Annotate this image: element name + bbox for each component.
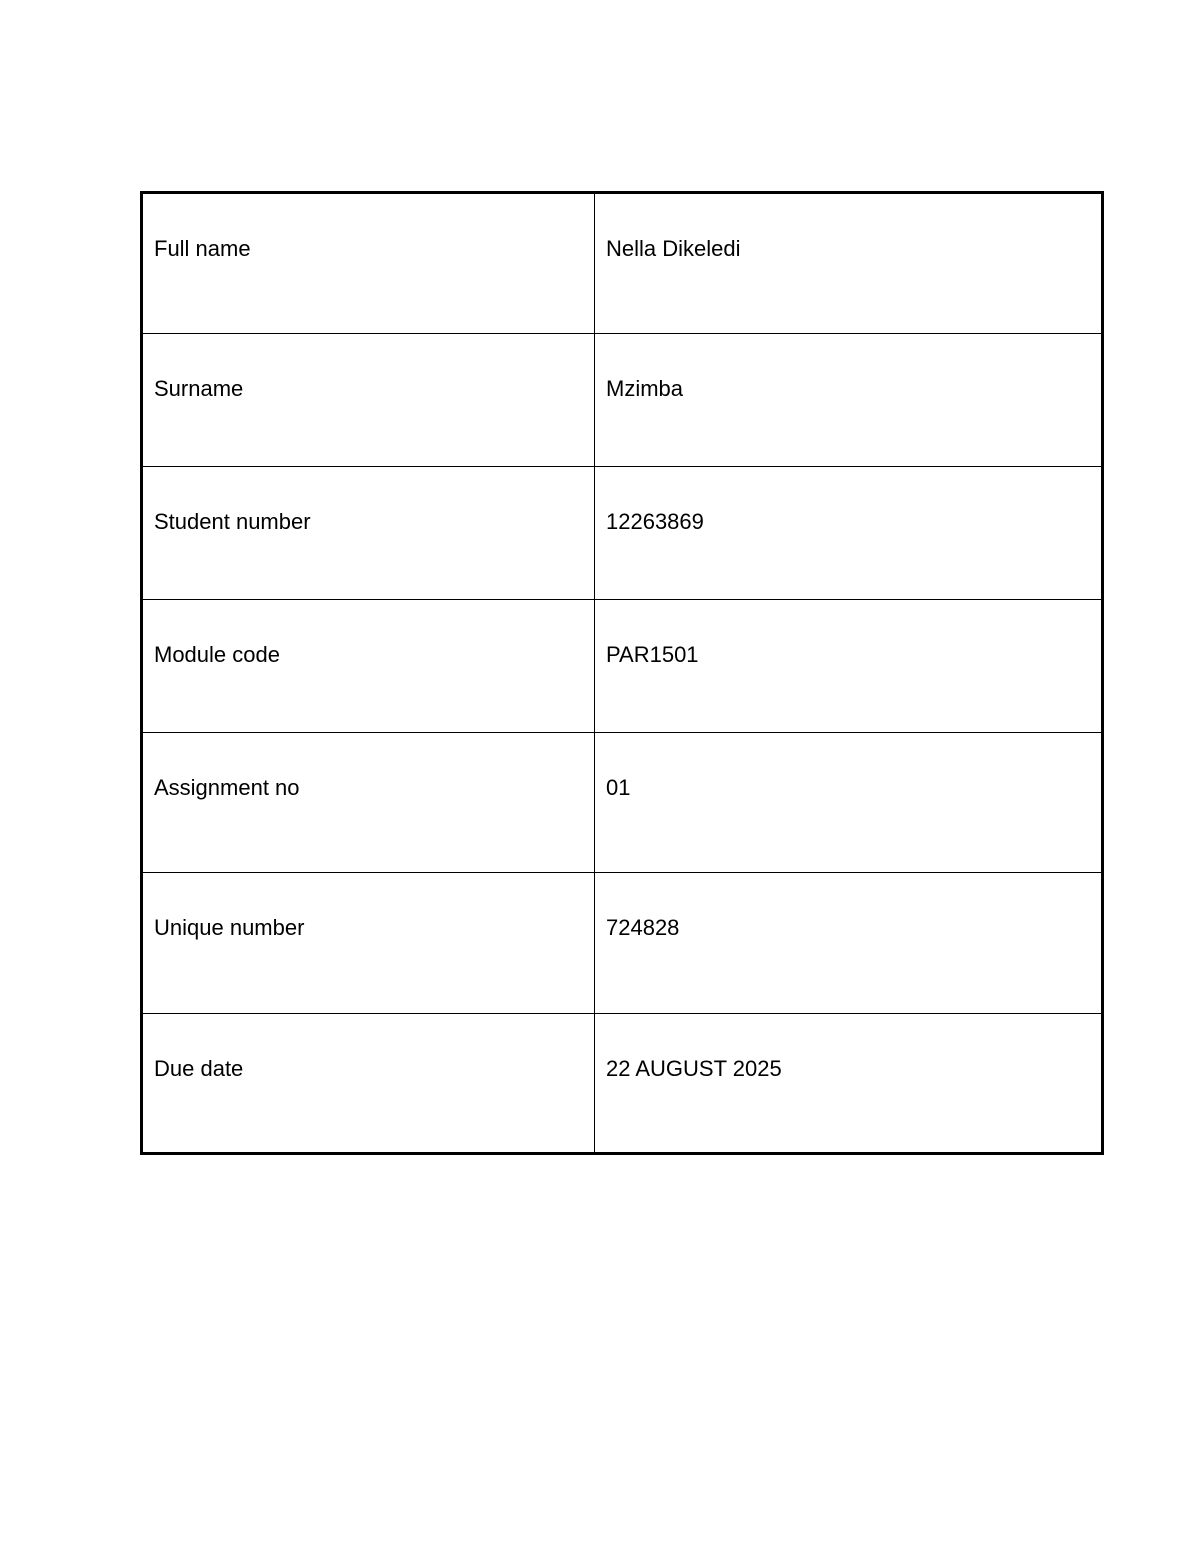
row-value-due-date: 22 AUGUST 2025 — [595, 1014, 1103, 1154]
table-row — [142, 1014, 1103, 1154]
table-row — [142, 733, 1103, 873]
table-row — [142, 873, 1103, 1014]
table-row — [142, 334, 1103, 467]
row-value-surname: Mzimba — [595, 334, 1103, 467]
row-label-surname: Surname — [142, 334, 595, 467]
row-label-student-number: Student number — [142, 467, 595, 600]
row-value-assignment-no: 01 — [595, 733, 1103, 873]
table-row — [142, 193, 1103, 334]
student-info-table — [140, 191, 1104, 1155]
row-label-module-code: Module code — [142, 600, 595, 733]
row-value-module-code: PAR1501 — [595, 600, 1103, 733]
row-label-due-date: Due date — [142, 1014, 595, 1154]
table-row — [142, 467, 1103, 600]
row-value-unique-number: 724828 — [595, 873, 1103, 1014]
row-label-full-name: Full name — [142, 193, 595, 334]
row-label-assignment-no: Assignment no — [142, 733, 595, 873]
row-value-full-name: Nella Dikeledi — [595, 193, 1103, 334]
row-value-student-number: 12263869 — [595, 467, 1103, 600]
table-row — [142, 600, 1103, 733]
row-label-unique-number: Unique number — [142, 873, 595, 1014]
